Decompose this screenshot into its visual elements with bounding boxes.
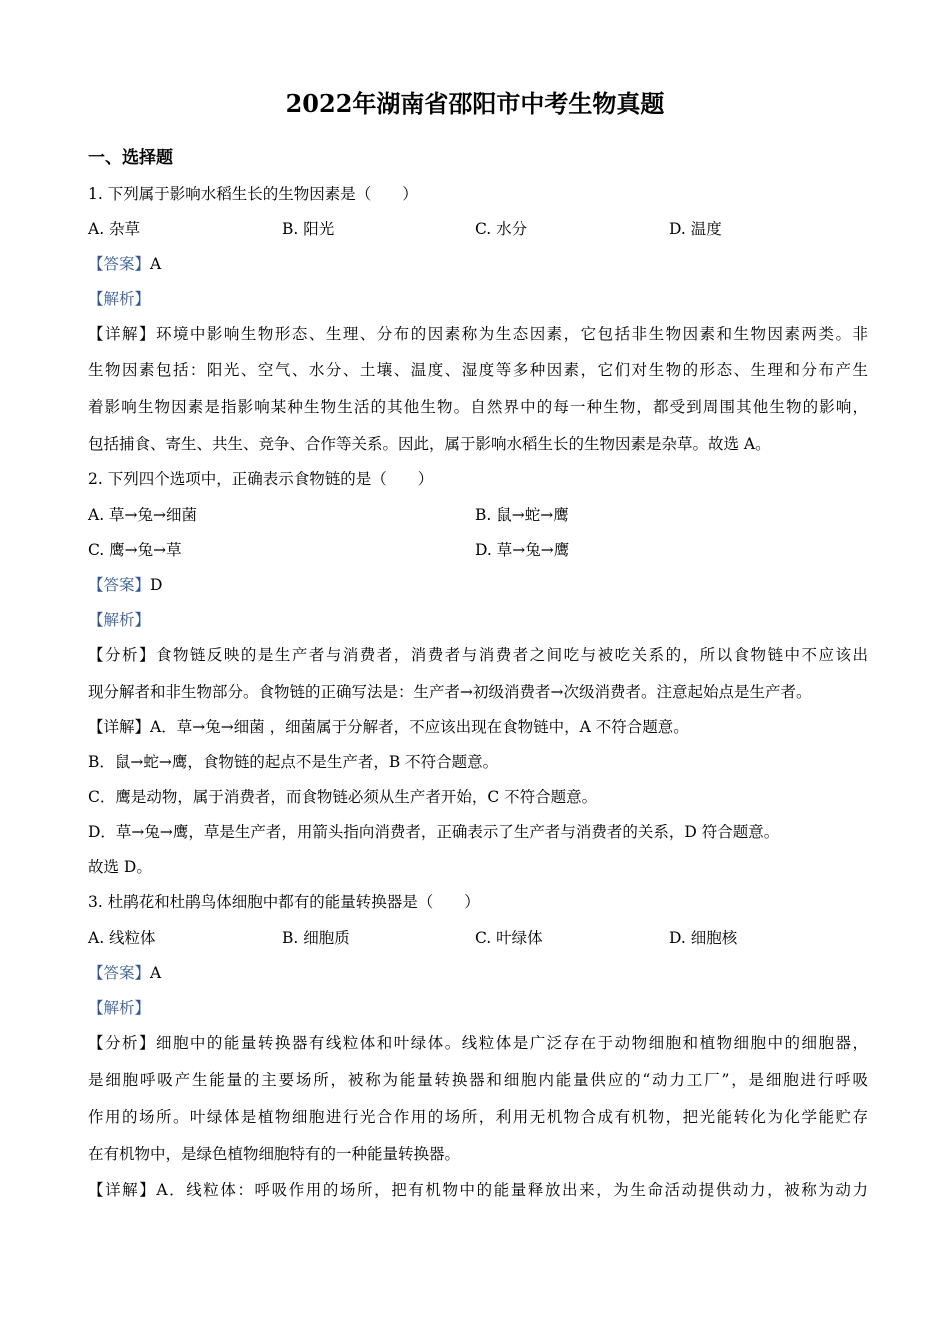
q1-answer-value: A — [150, 255, 162, 273]
q1-option-d: D. 温度 — [669, 220, 722, 238]
q1-answer — [88, 252, 161, 276]
q3-option-a: A. 线粒体 — [88, 929, 156, 947]
q3-detail-tag: 【详解】 — [88, 1181, 157, 1199]
q3-answer — [88, 961, 161, 985]
page-title: 2022年湖南省邵阳市中考生物真题 — [285, 89, 665, 118]
q3-option-b: B. 细胞质 — [282, 929, 350, 947]
q3-fenxi-text-1: 细胞中的能量转换器有线粒体和叶绿体。线粒体是广泛存在于动物细胞和植物细胞中的细胞器， — [155, 1034, 868, 1052]
q2-analysis-tag: 【解析】 — [88, 611, 151, 629]
q3-answer-value: A — [150, 964, 162, 982]
q2-detail-line-2: B．鼠→蛇→鹰，食物链的起点不是生产者，B 不符合题意。 — [88, 753, 499, 771]
q1-options — [88, 217, 868, 241]
q3-fenxi-tag: 【分析】 — [88, 1034, 156, 1052]
q2-answer — [88, 573, 162, 597]
q2-detail-line-4: D．草→兔→鹰，草是生产者，用箭头指向消费者，正确表示了生产者与消费者的关系，D 符合题意。 — [88, 823, 780, 841]
q3-option-c: C. 叶绿体 — [475, 929, 543, 947]
q2-detail-line-1 — [88, 715, 689, 739]
q2-fenxi-text-1: 食物链反映的是生产者与消费者，消费者与消费者之间吃与被吃关系的，所以食物链中不应该出 — [155, 646, 868, 664]
q2-fenxi-tag: 【分析】 — [88, 646, 156, 664]
q3-detail-text-1: A．线粒体：呼吸作用的场所，把有机物中的能量释放出来，为生命活动提供动力，被称为动力 — [156, 1181, 868, 1199]
q2-option-a: A. 草→兔→细菌 — [88, 506, 198, 524]
q1-detail-line-1 — [88, 322, 868, 346]
q2-detail-tag: 【详解】 — [88, 718, 151, 736]
q1-detail-line-2: 生物因素包括：阳光、空气、水分、土壤、温度、湿度等多种因素，它们对生物的形态、生理和分布产生 — [88, 361, 868, 379]
q3-fenxi-line-2: 是细胞呼吸产生能量的主要场所，被称为能量转换器和细胞内能量供应的“动力工厂”，是细胞进行呼吸 — [88, 1071, 868, 1089]
q3-answer-tag: 【答案】 — [88, 964, 151, 982]
q3-detail-line-1 — [88, 1178, 868, 1202]
q3-fenxi-line-1 — [88, 1031, 868, 1055]
q2-option-d: D. 草→兔→鹰 — [475, 541, 570, 559]
q2-detail-text-1: A．草→兔→细菌 ，细菌属于分解者，不应该出现在食物链中，A 不符合题意。 — [150, 718, 689, 736]
q1-answer-tag: 【答案】 — [88, 255, 151, 273]
q3-option-d: D. 细胞核 — [669, 929, 738, 947]
q2-answer-tag: 【答案】 — [88, 576, 151, 594]
q2-option-b: B. 鼠→蛇→鹰 — [475, 506, 569, 524]
q2-answer-value: D — [150, 576, 163, 594]
q2-fenxi-line-1 — [88, 643, 868, 667]
q1-option-a: A. 杂草 — [88, 220, 141, 238]
q2-fenxi-line-2: 现分解者和非生物部分。食物链的正确写法是：生产者→初级消费者→次级消费者。注意起始点是生产者。 — [88, 683, 812, 701]
q2-options-row-1 — [88, 503, 868, 527]
q2-detail-line-3: C．鹰是动物，属于消费者，而食物链必须从生产者开始，C 不符合题意。 — [88, 788, 598, 806]
q3-analysis-tag: 【解析】 — [88, 999, 151, 1017]
q3-stem: 3. 杜鹃花和杜鹃鸟体细胞中都有的能量转换器是（ ） — [88, 893, 480, 911]
q3-fenxi-line-3: 作用的场所。叶绿体是植物细胞进行光合作用的场所，利用无机物合成有机物，把光能转化为化学能贮存 — [88, 1108, 868, 1126]
q3-fenxi-line-4: 在有机物中，是绿色植物细胞特有的一种能量转换器。 — [88, 1145, 461, 1163]
q1-stem: 1. 下列属于影响水稻生长的生物因素是（ ） — [88, 185, 418, 203]
q3-options — [88, 926, 868, 950]
q1-analysis-tag: 【解析】 — [88, 290, 151, 308]
q2-options-row-2 — [88, 538, 868, 562]
q1-detail-tag: 【详解】 — [88, 325, 156, 343]
q2-detail-line-5: 故选 D。 — [88, 858, 152, 876]
q1-option-b: B. 阳光 — [282, 220, 335, 238]
q1-detail-text-1: 环境中影响生物形态、生理、分布的因素称为生态因素，它包括非生物因素和生物因素两类。非 — [155, 325, 868, 343]
q1-detail-line-4: 包括捕食、寄生、共生、竞争、合作等关系。因此，属于影响水稻生长的生物因素是杂草。故选 A。 — [88, 435, 771, 453]
section-heading: 一、选择题 — [88, 148, 173, 168]
q2-option-c: C. 鹰→兔→草 — [88, 541, 182, 559]
q2-stem: 2. 下列四个选项中，正确表示食物链的是（ ） — [88, 470, 434, 488]
q1-detail-line-3: 着影响生物因素是指影响某种生物生活的其他生物。自然界中的每一种生物，都受到周围其他生物的影响， — [88, 398, 868, 416]
q1-option-c: C. 水分 — [475, 220, 528, 238]
